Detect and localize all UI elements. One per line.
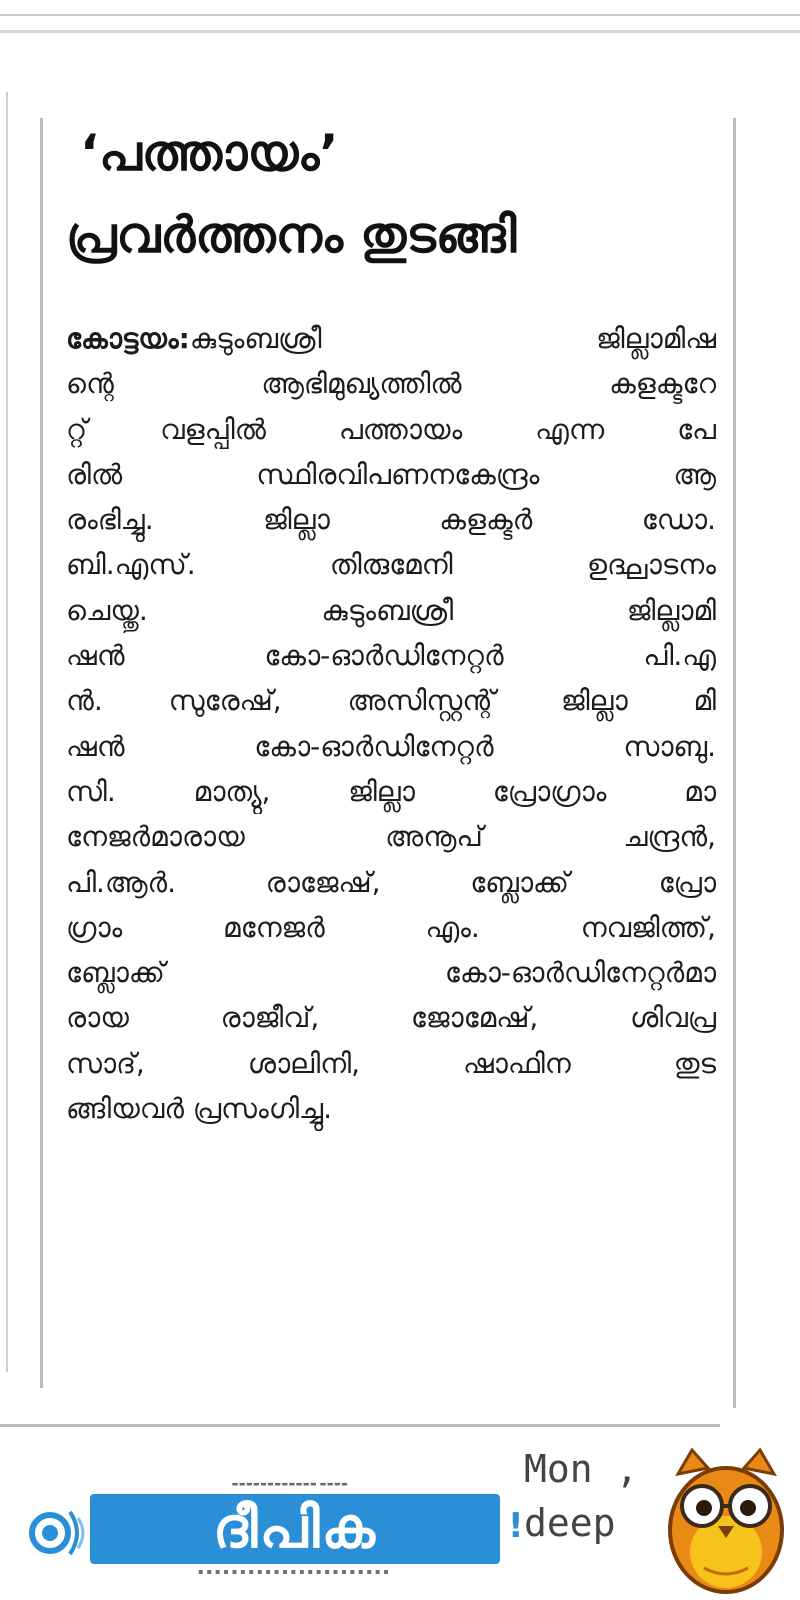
bottom-divider: [0, 1424, 720, 1427]
article-line-text: ഗ്രാം മനേജർ എം. നവജിത്ത്,: [66, 910, 716, 944]
article-line-text: പി.ആർ. രാജേഷ്, ബ്ലോക്ക് പ്രോ: [66, 865, 716, 899]
article-line: [66, 542, 716, 587]
article-line: [66, 452, 716, 497]
logo-plate: [90, 1494, 500, 1564]
article-line: [66, 678, 716, 723]
article-line: [66, 1086, 716, 1131]
article-line-text: നേജർമാരായ അനൂപ് ചന്ദ്രൻ,: [66, 820, 716, 854]
article-line: [66, 316, 716, 361]
article-line-text: ഷൻ കോ-ഓർഡിനേറ്റർ പി.എ: [66, 639, 716, 673]
logo-exclamation: !: [508, 1506, 524, 1546]
article-line: [66, 1041, 716, 1086]
article-line: [66, 905, 716, 950]
headline-line-2: പ്രവർത്തനം തുടങ്ങി: [66, 206, 517, 264]
article-line-text: ന്റെ ആഭിമുഖ്യത്തിൽ കളക്ടറേ: [66, 367, 716, 401]
article-line-text: സാദ്, ശാലിനി, ഷാഫിന തുട: [66, 1046, 716, 1080]
article-line: [66, 995, 716, 1040]
article-headline: [66, 112, 716, 276]
article-line-text: ൻ. സുരേഷ്, അസിസ്റ്റന്റ് ജില്ലാ മി: [66, 684, 716, 718]
article-line-text: കുടുംബശ്രീ ജില്ലാമിഷ: [189, 322, 716, 355]
deepika-logo[interactable]: [20, 1478, 524, 1590]
article-line-text: രംഭിച്ചു. ജില്ലാ കളക്ടർ ഡോ.: [66, 503, 716, 537]
headline-line-1: ‘പത്തായം’: [80, 124, 339, 182]
article-dateline: കോട്ടയം:: [66, 322, 190, 355]
article-line-text: ബ്ലോക്ക് കോ-ഓർഡിനേറ്റർമാ: [66, 956, 716, 990]
article-line: [66, 769, 716, 814]
column-rule-right: [733, 118, 736, 1408]
article-line-text: സി. മാത്യു, ജില്ലാ പ്രോഗ്രാം മാ: [66, 774, 716, 808]
logo-subtitle-strip: ▪▪▪▪▪▪▪▪▪▪▪▪▪▪▪▪▪▪▪▪▪▪▪: [198, 1567, 392, 1576]
article-body: [66, 316, 716, 1131]
article-line-text: ങ്ങിയവർ പ്രസംഗിച്ചു.: [66, 1092, 332, 1126]
article-line: [66, 950, 716, 995]
article-line-text: ചെയ്തു. കുടുംബശ്രീ ജില്ലാമി: [66, 593, 716, 627]
tagline-line-2: deep: [524, 1501, 616, 1545]
article-line: [66, 497, 716, 542]
news-article: [66, 112, 716, 1131]
column-rule-left: [40, 118, 43, 1388]
article-line-text: രിൽ സ്ഥിരവിപണനകേന്ദ്രം ആ: [66, 457, 716, 491]
top-divider: [0, 14, 800, 16]
logo-tagline-strip: ▬▬▬▬▬▬▬▬▬▬▬▬ ▬▬▬▬: [231, 1480, 349, 1488]
article-line-text: ബി.എസ്. തിരുമേനി ഉദ്ഘാടനം: [66, 548, 716, 582]
top-divider-secondary: [0, 30, 800, 33]
article-line: [66, 860, 716, 905]
article-line-text: ഷൻ കോ-ഓർഡിനേറ്റർ സാബു.: [66, 729, 716, 763]
page-edge: [6, 92, 8, 1372]
article-line: [66, 633, 716, 678]
article-line-text: രായ രാജീവ്, ജോമേഷ്, ശിവപ്ര: [66, 1001, 716, 1035]
article-line: [66, 361, 716, 406]
article-line: [66, 588, 716, 633]
owl-mascot-icon[interactable]: [656, 1444, 796, 1596]
article-line: [66, 724, 716, 769]
footer-tagline: [524, 1442, 644, 1550]
footer-branding: [0, 1436, 800, 1600]
article-line: [66, 407, 716, 452]
tagline-line-1: Mon ,: [524, 1447, 639, 1491]
article-line-text: റ്റ് വളപ്പിൽ പത്തായം എന്ന പേ: [66, 412, 716, 446]
article-line: [66, 814, 716, 859]
logo-wordmark: ദീപിക: [213, 1496, 377, 1561]
logo-swirl-icon: [20, 1498, 90, 1568]
